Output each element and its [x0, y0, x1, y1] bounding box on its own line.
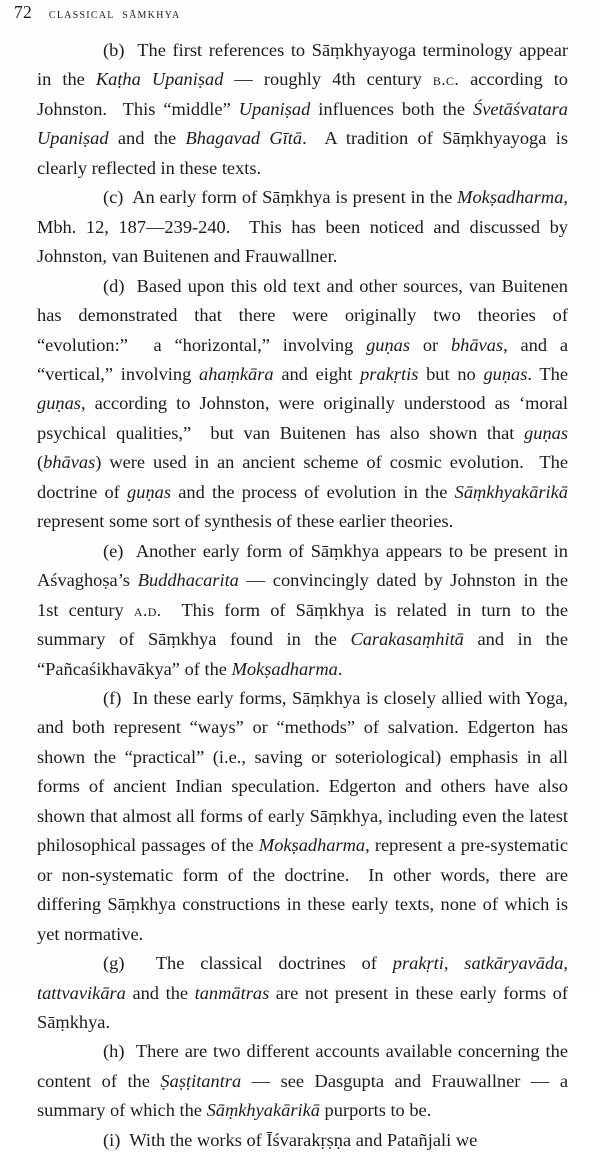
- page-number: 72: [14, 2, 32, 22]
- paragraph-c: (c) An early form of Sāṃkhya is present in the Mokṣadharma, Mbh. 12, 187—239-240. This has been noticed and discussed by Johnston, van Buitenen and Frauwallner.: [37, 187, 568, 267]
- running-head-title: classical sāmkhya: [48, 6, 181, 21]
- paragraph-e: (e) Another early form of Sāṃkhya appears to be present in Aśvaghoṣa’s Buddhacarita — convincingly dated by Johnston in the 1st century a.d. This form of Sāṃkhya is related in turn to the summary of Sāṃkhya found in the Carakasaṃhitā and in the “Pañcaśikhavākya” of the Mokṣadharma.: [37, 540, 568, 679]
- body-text-block: [37, 36, 568, 1155]
- paragraph-d: (d) Based upon this old text and other sources, van Buitenen has demonstrated that there were originally two theories of “evolution:” a “horizontal,” involving guṇas or bhāvas, and a “vertical,” involving ahaṃkāra and eight prakṛtis but no guṇas. The guṇas, according to Johnston, were originally understood as ‘moral psychical qualities,” but van Buitenen has also shown that guṇas (bhāvas) were used in an ancient scheme of cosmic evolution. The doctrine of guṇas and the process of evolution in the Sāṃkhyakārikā represent some sort of synthesis of these earlier theories.: [37, 275, 569, 532]
- paragraph-b: (b) The first references to Sāṃkhyayoga terminology appear in the Kaṭha Upaniṣad — roughly 4th century b.c. according to Johnston. This “middle” Upaniṣad influences both the Śvetāśvatara Upaniṣad and the Bhagavad Gītā. A tradition of Sāṃkhyayoga is clearly reflected in these texts.: [37, 40, 568, 178]
- paragraph-g: (g) The classical doctrines of prakṛti, satkāryavāda, tattvavikāra and the tanmātras are not present in these early forms of Sāṃkhya.: [37, 953, 568, 1032]
- paragraph-i: (i) With the works of Īśvarakṛṣṇa and Patañjali we: [103, 1129, 478, 1150]
- paragraph-f: (f) In these early forms, Sāṃkhya is closely allied with Yoga, and both represent “ways” or “methods” of salvation. Edgerton has shown the “practical” (i.e., saving or soteriological) emphasis in all forms of ancient Indian speculation. Edgerton and others have also shown that almost all forms of early Sāṃkhya, including even the latest philosophical passages of the Mokṣadharma, represent a pre-systematic or non-systematic form of the doctrine. In other words, there are differing Sāṃkhya constructions in these early texts, none of which is yet normative.: [37, 687, 568, 944]
- running-header: [14, 2, 568, 24]
- paragraph-h: (h) There are two different accounts available concerning the content of the Ṣaṣṭitantra — see Dasgupta and Frauwallner — a summary of which the Sāṃkhyakārikā purports to be.: [37, 1041, 568, 1121]
